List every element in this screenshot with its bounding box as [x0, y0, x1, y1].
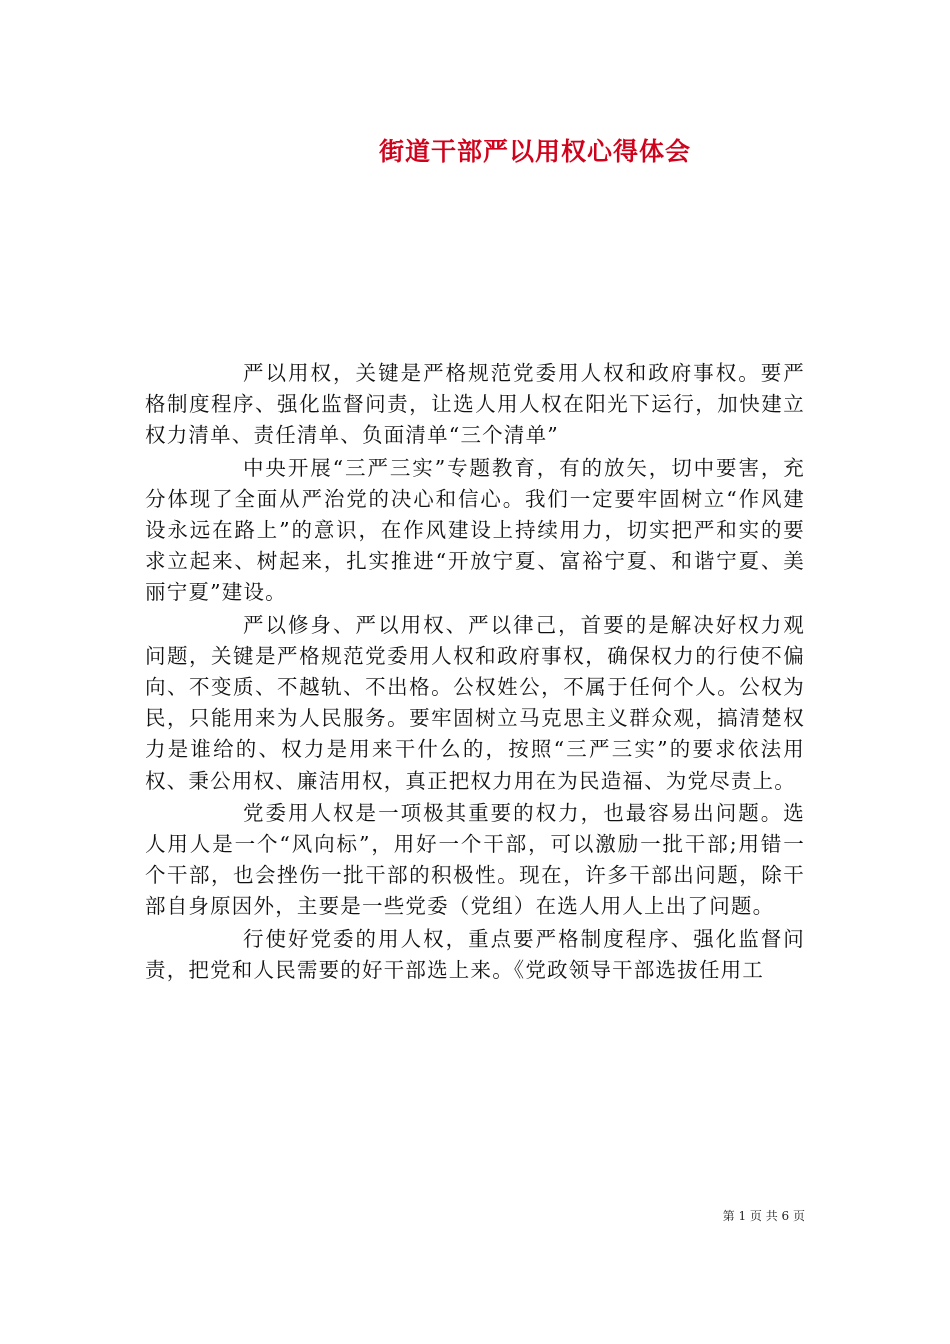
- paragraph-3: 严以修身、严以用权、严以律己，首要的是解决好权力观问题，关键是严格规范党委用人权和政府事权，确保权力的行使不偏向、不变质、不越轨、不出格。公权姓公，不属于任何个人。公权为民，只能用来为人民服务。要牢固树立马克思主义群众观，搞清楚权力是谁给的、权力是用来干什么的，按照“三严三实”的要求依法用权、秉公用权、廉洁用权，真正把权力用在为民造福、为党尽责上。: [145, 612, 805, 793]
- paragraph-1: 严以用权，关键是严格规范党委用人权和政府事权。要严格制度程序、强化监督问责，让选人用人权在阳光下运行，加快建立权力清单、责任清单、负面清单“三个清单”: [145, 361, 805, 448]
- paragraph-4: 党委用人权是一项极其重要的权力，也最容易出问题。选人用人是一个“风向标”，用好一个干部，可以激励一批干部;用错一个干部，也会挫伤一批干部的积极性。现在，许多干部出问题，除干部自身原因外，主要是一些党委（党组）在选人用人上出了问题。: [145, 800, 805, 919]
- document-body: [145, 358, 805, 987]
- page-number-footer: 第 1 页 共 6 页: [722, 1209, 805, 1223]
- document-title: 街道干部严以用权心得体会: [378, 137, 691, 166]
- paragraph-2: 中央开展“三严三实”专题教育，有的放矢，切中要害，充分体现了全面从严治党的决心和信心。我们一定要牢固树立“作风建设永远在路上”的意识，在作风建设上持续用力，切实把严和实的要求立起来、树起来，扎实推进“开放宁夏、富裕宁夏、和谐宁夏、美丽宁夏”建设。: [145, 455, 805, 605]
- paragraph-5: 行使好党委的用人权，重点要严格制度程序、强化监督问责，把党和人民需要的好干部选上来。《党政领导干部选拔任用工: [145, 926, 805, 982]
